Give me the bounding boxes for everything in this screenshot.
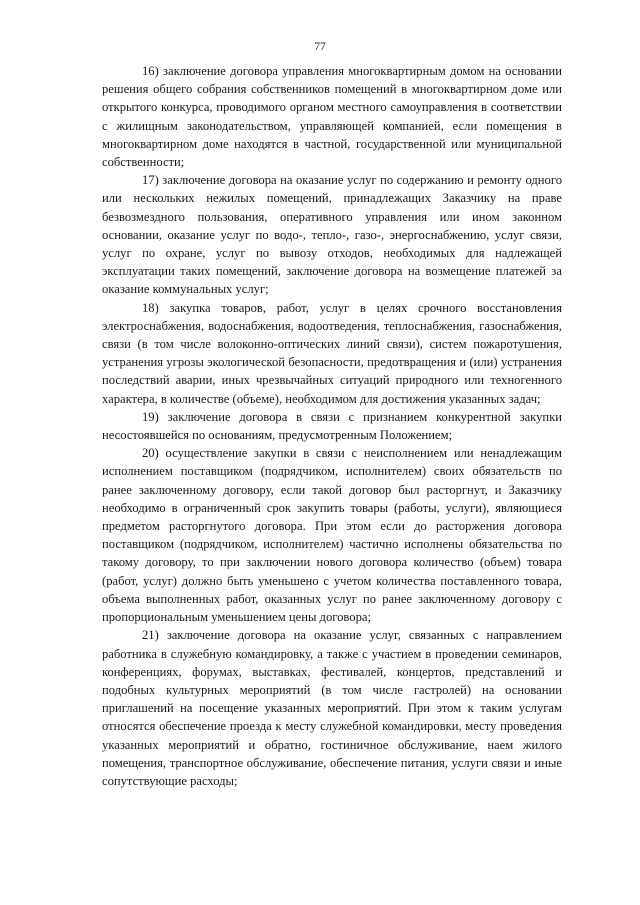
- paragraph-item-20: 20) осуществление закупки в связи с неисполнением или ненадлежащим исполнением поставщиком (подрядчиком, исполнителем) своих обязательств по ранее заключенному договору, если такой договор был расторгнут, и Заказчику необходимо в ограниченный срок закупить товары (работы, услуги), являющиеся предметом расторгнутого договора. При этом если до расторжения договора поставщиком (подрядчиком, исполнителем) частично исполнены обязательства по такому договору, то при заключении нового договора количество (объем) товара (работ, услуг) должно быть уменьшено с учетом количества поставленного товара, объема выполненных работ, оказанных услуг по ранее заключенному договору с пропорциональным уменьшением цены договора;: [102, 446, 562, 625]
- page-number: 77: [314, 41, 326, 53]
- paragraph-item-16: 16) заключение договора управления многоквартирным домом на основании решения общего собрания собственников помещений в многоквартирном доме или открытого конкурса, проводимого органом местного самоуправления в соответствии с жилищным законодательством, управляющей компанией, если помещения в многоквартирном доме находятся в частной, государственной или муниципальной собственности;: [102, 64, 562, 170]
- paragraph-item-18: 18) закупка товаров, работ, услуг в целях срочного восстановления электроснабжения, водоснабжения, водоотведения, теплоснабжения, газоснабжения, связи (в том числе волоконно-оптических линий связи), систем пожаротушения, устранения угрозы экологической безопасности, предотвращения и (или) устранения последствий аварии, иных чрезвычайных ситуаций природного или техногенного характера, в количестве (объеме), необходимом для достижения указанных задач;: [102, 300, 562, 406]
- paragraph-item-19: 19) заключение договора в связи с признанием конкурентной закупки несостоявшейся по основаниям, предусмотренным Положением;: [102, 409, 562, 443]
- document-body: [102, 62, 562, 790]
- paragraph-item-17: 17) заключение договора на оказание услуг по содержанию и ремонту одного или нескольких нежилых помещений, принадлежащих Заказчику на праве безвозмездного пользования, оперативного управления или ином законном основании, оказание услуг по водо-, тепло-, газо-, энергоснабжению, услуг связи, услуг по охране, услуг по вывозу отходов, необходимых для надлежащей эксплуатации таких помещений, заключение договора на возмещение платежей за оказание коммунальных услуг;: [102, 173, 562, 297]
- paragraph-item-21: 21) заключение договора на оказание услуг, связанных с направлением работника в служебную командировку, а также с участием в проведении семинаров, конференциях, форумах, выставках, фестивалей, концертов, представлений и подобных культурных мероприятий (в том числе гастролей) на основании приглашений на посещение указанных мероприятий. При этом к таким услугам относятся обеспечение проезда к месту служебной командировки, месту проведения указанных мероприятий и обратно, гостиничное обслуживание, наем жилого помещения, транспортное обслуживание, обеспечение питания, услуги связи и иные сопутствующие расходы;: [102, 628, 562, 788]
